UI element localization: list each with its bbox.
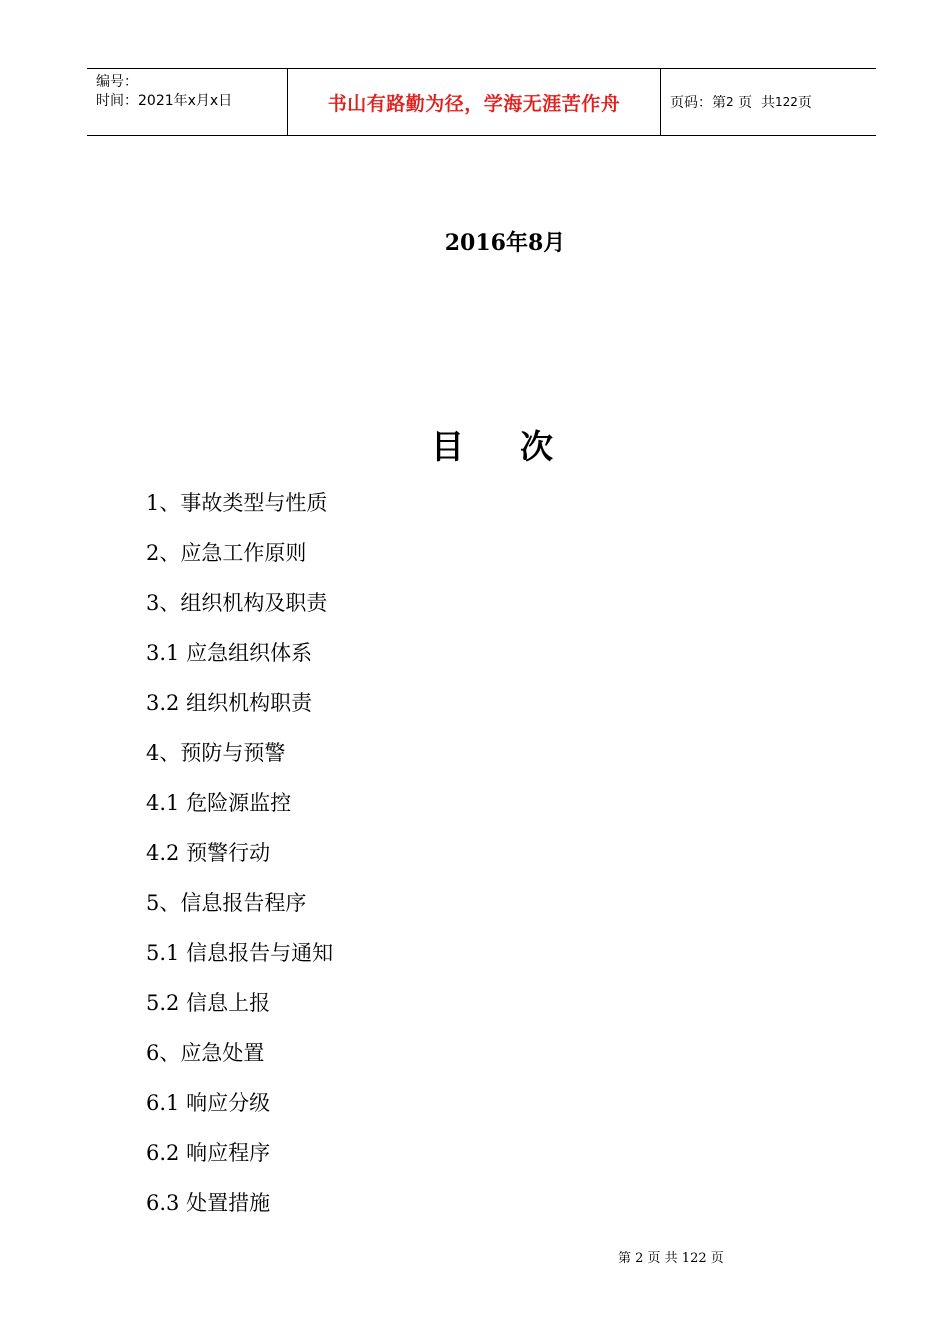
toc-item[interactable]: 5.1 信息报告与通知 xyxy=(146,941,334,965)
toc-item[interactable]: 2、应急工作原则 xyxy=(146,541,307,565)
page-header xyxy=(87,68,876,136)
toc-item[interactable]: 6.3 处置措施 xyxy=(146,1191,271,1215)
toc-item[interactable]: 6.1 响应分级 xyxy=(146,1091,271,1115)
toc-item[interactable]: 3.2 组织机构职责 xyxy=(146,691,313,715)
header-motto: 书山有路勤为径，学海无涯苦作舟 xyxy=(288,69,661,135)
page-total: 122 xyxy=(775,95,798,109)
toc-item[interactable]: 5、信息报告程序 xyxy=(146,891,307,915)
toc-item[interactable]: 4.2 预警行动 xyxy=(146,841,271,865)
toc-item[interactable]: 4.1 危险源监控 xyxy=(146,791,292,815)
toc-title: 目次 xyxy=(431,427,609,466)
toc-item[interactable]: 3、组织机构及职责 xyxy=(146,591,328,615)
page-prefix: 页码：第 xyxy=(670,95,726,111)
toc-item[interactable]: 6.2 响应程序 xyxy=(146,1141,271,1165)
toc-item[interactable]: 3.1 应急组织体系 xyxy=(146,641,313,665)
toc-item[interactable]: 6、应急处置 xyxy=(146,1041,265,1065)
page-current: 2 xyxy=(726,95,734,109)
serial-number-label: 编号： xyxy=(96,74,138,90)
header-meta xyxy=(87,69,288,135)
page-suffix: 页 xyxy=(797,95,812,111)
page-footer: 第 2 页 共 122 页 xyxy=(618,1251,724,1266)
page-middle: 页 共 xyxy=(738,95,775,111)
header-page-info xyxy=(661,69,876,135)
toc-item[interactable]: 5.2 信息上报 xyxy=(146,991,271,1015)
toc-item[interactable]: 4、预防与预警 xyxy=(146,741,286,765)
document-date: 2016年8月 xyxy=(444,230,566,256)
toc-item[interactable]: 1、事故类型与性质 xyxy=(146,491,328,515)
toc-list xyxy=(146,486,333,1236)
time-label: 时间：2021年x月x日 xyxy=(96,93,233,109)
